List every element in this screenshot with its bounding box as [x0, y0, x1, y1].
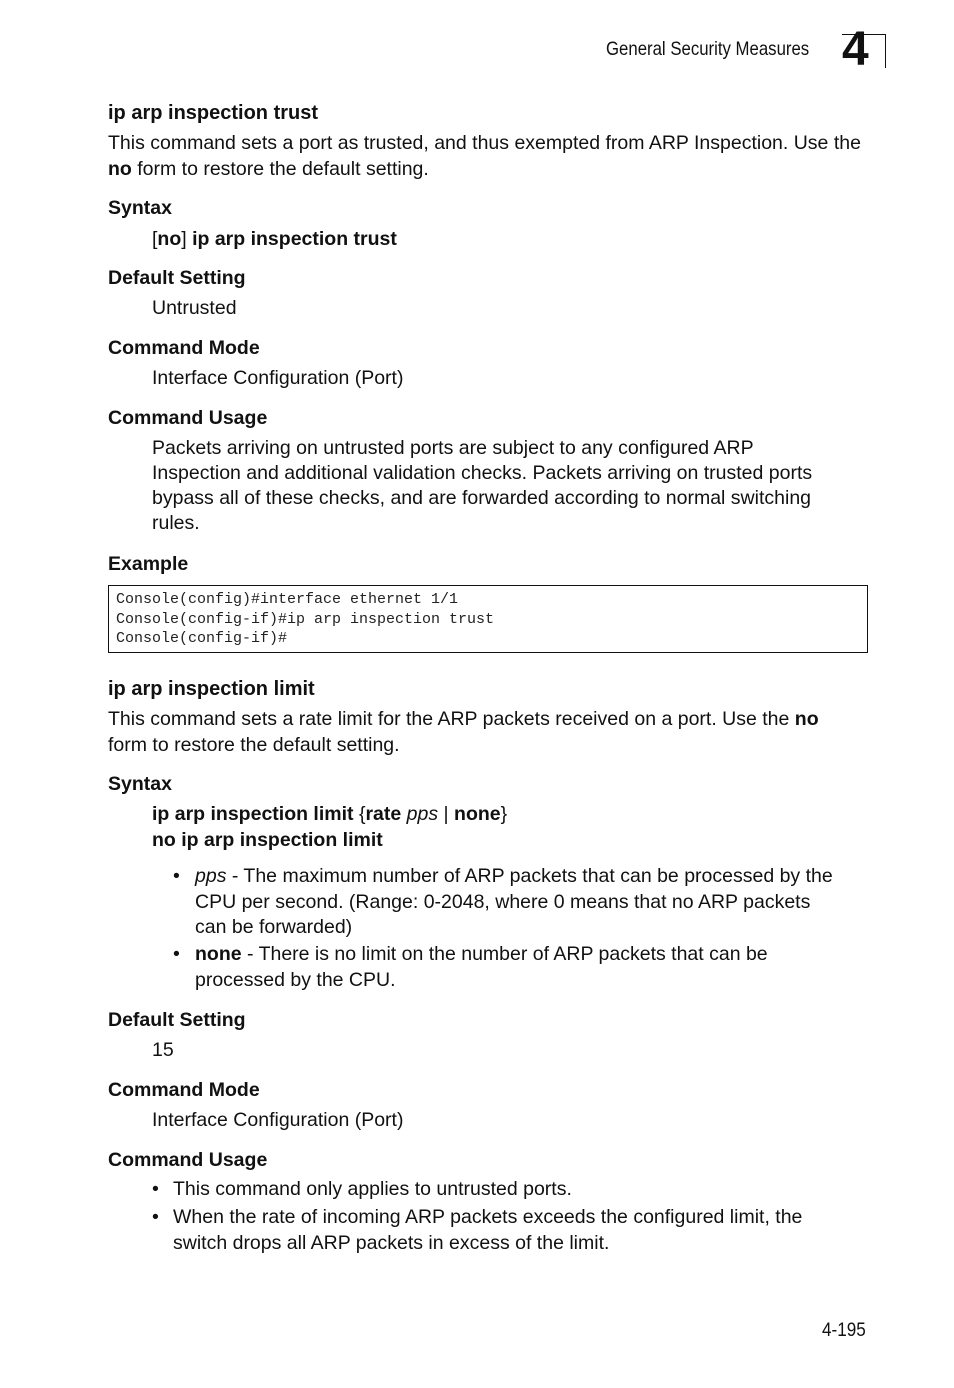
limit-syntax-1 — [152, 802, 868, 827]
param-pps — [195, 864, 867, 941]
bullet-dot: • — [152, 1206, 159, 1228]
trust-description — [108, 130, 868, 182]
bullet-dot: • — [173, 865, 180, 887]
trust-description-text: This command sets a port as trusted, and thus exempted from ARP Inspection. Use the — [108, 132, 861, 154]
limit-default-label: Default Setting — [108, 1009, 246, 1031]
chapter-number: 4 — [842, 23, 869, 76]
param-none — [195, 942, 867, 993]
running-header-title: General Security Measures — [606, 38, 810, 60]
command-heading-limit: ip arp inspection limit — [108, 678, 315, 700]
page-number: 4-195 — [822, 1320, 866, 1341]
param-description: - There is no limit on the number of ARP packets that can be — [241, 943, 768, 965]
limit-usage-item — [173, 1177, 867, 1203]
command-heading-trust: ip arp inspection trust — [108, 102, 319, 124]
code-line: Console(config)#interface ethernet 1/1 — [116, 591, 459, 608]
trust-mode-value: Interface Configuration (Port) — [152, 367, 404, 389]
trust-example-label: Example — [108, 553, 189, 575]
usage-line: switch drops all ARP packets in excess of the limit. — [173, 1231, 610, 1254]
example-code-block — [108, 585, 868, 653]
limit-syntax-bar: | — [438, 803, 455, 825]
trust-syntax-bracket-open: [ — [152, 228, 158, 250]
trust-syntax-bracket-close: ] — [181, 228, 193, 250]
trust-syntax-label: Syntax — [108, 197, 172, 219]
trust-usage-text — [152, 436, 868, 536]
limit-syntax-command: ip arp inspection limit — [152, 803, 354, 825]
limit-syntax-none: none — [454, 803, 501, 825]
limit-default-value: 15 — [152, 1039, 174, 1061]
param-description: processed by the CPU. — [195, 968, 396, 991]
trust-syntax-command: ip arp inspection trust — [192, 228, 397, 250]
code-line: Console(config-if)#ip arp inspection trust — [116, 610, 495, 628]
limit-syntax-pps: pps — [406, 803, 439, 825]
limit-description-no-keyword: no — [794, 708, 819, 730]
limit-mode-value: Interface Configuration (Port) — [152, 1109, 404, 1131]
trust-mode-label: Command Mode — [108, 337, 260, 359]
trust-default-value: Untrusted — [152, 297, 237, 319]
param-description: CPU per second. (Range: 0-2048, where 0 means that no ARP packets — [195, 890, 811, 913]
trust-syntax-no: no — [157, 228, 182, 250]
bullet-dot: • — [173, 943, 180, 965]
limit-syntax-label: Syntax — [108, 773, 172, 795]
limit-syntax-brace-open: { — [353, 803, 366, 825]
trust-default-label: Default Setting — [108, 267, 246, 289]
limit-usage-label: Command Usage — [108, 1149, 268, 1171]
code-line: Console(config-if)# — [116, 630, 288, 647]
trust-description-no-keyword: no — [108, 158, 132, 180]
usage-line: When the rate of incoming ARP packets exceeds the configured limit, the — [173, 1206, 803, 1228]
limit-syntax-brace-close: } — [500, 803, 508, 825]
param-name: none — [195, 943, 242, 965]
limit-description-text-end: form to restore the default setting. — [108, 734, 400, 756]
trust-usage-line: Packets arriving on untrusted ports are subject to any configured ARP — [152, 437, 754, 459]
trust-usage-line: bypass all of these checks, and are forwarded according to normal switching — [152, 487, 812, 509]
trust-usage-label: Command Usage — [108, 407, 268, 429]
limit-syntax-rate: rate — [365, 803, 402, 825]
trust-syntax — [152, 227, 868, 252]
limit-usage-item — [173, 1205, 867, 1256]
limit-syntax-2: no ip arp inspection limit — [152, 829, 383, 851]
limit-mode-label: Command Mode — [108, 1079, 260, 1101]
trust-description-text-end: form to restore the default setting. — [131, 158, 429, 180]
bullet-dot: • — [152, 1178, 159, 1200]
limit-description — [108, 706, 868, 758]
trust-usage-line: Inspection and additional validation checks. Packets arriving on trusted ports — [152, 462, 813, 484]
param-description: - The maximum number of ARP packets that can be processed by the — [226, 865, 833, 887]
param-description: can be forwarded) — [195, 916, 353, 938]
limit-description-text: This command sets a rate limit for the ARP packets received on a port. Use the — [108, 708, 795, 730]
trust-usage-line: rules. — [152, 512, 200, 534]
param-name: pps — [195, 865, 227, 887]
usage-line: This command only applies to untrusted ports. — [173, 1178, 572, 1200]
